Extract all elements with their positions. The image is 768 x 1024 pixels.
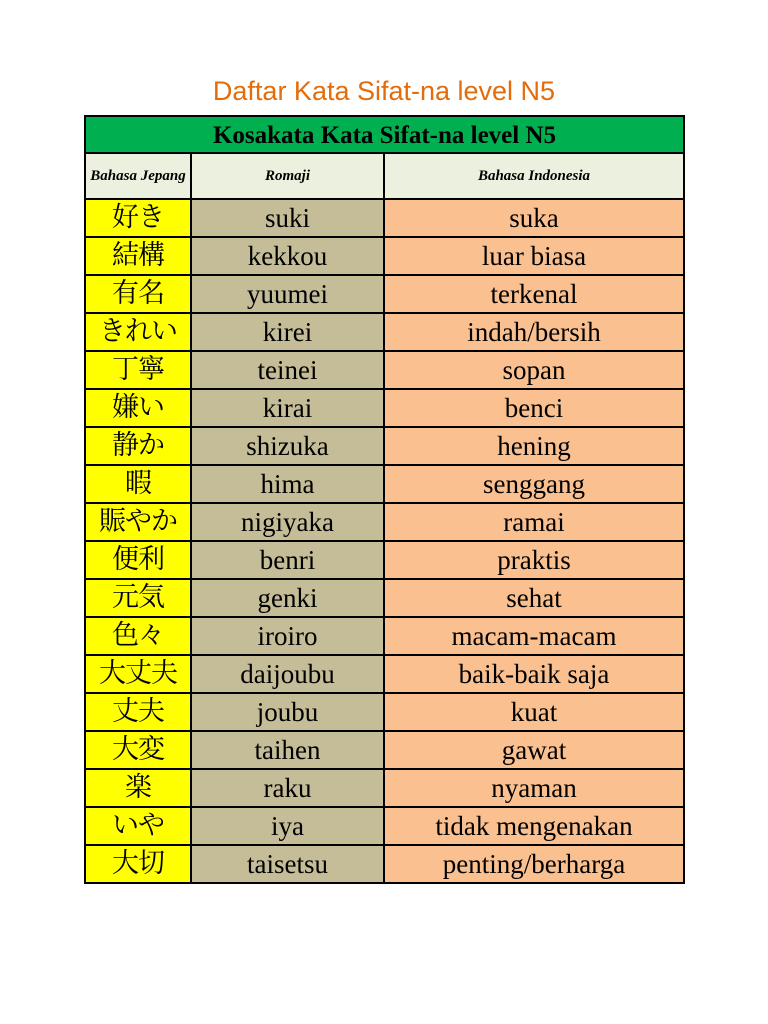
romaji-word: hima (191, 465, 384, 503)
japanese-word: 色々 (86, 617, 191, 655)
table-row (86, 237, 683, 275)
table-row (86, 503, 683, 541)
japanese-word: 有名 (86, 275, 191, 313)
table-row (86, 351, 683, 389)
vocabulary-grid (86, 154, 683, 882)
indonesian-meaning: sopan (384, 351, 683, 389)
indonesian-meaning: praktis (384, 541, 683, 579)
table-row (86, 693, 683, 731)
table-row (86, 275, 683, 313)
indonesian-meaning: senggang (384, 465, 683, 503)
japanese-word: きれい (86, 313, 191, 351)
indonesian-meaning: penting/berharga (384, 845, 683, 882)
indonesian-meaning: nyaman (384, 769, 683, 807)
indonesian-meaning: baik-baik saja (384, 655, 683, 693)
japanese-word: 便利 (86, 541, 191, 579)
japanese-word: 好き (86, 199, 191, 237)
vocabulary-table (84, 115, 685, 884)
indonesian-meaning: sehat (384, 579, 683, 617)
japanese-word: 楽 (86, 769, 191, 807)
table-row (86, 541, 683, 579)
indonesian-meaning: benci (384, 389, 683, 427)
romaji-word: taihen (191, 731, 384, 769)
table-row (86, 427, 683, 465)
romaji-word: teinei (191, 351, 384, 389)
romaji-word: shizuka (191, 427, 384, 465)
indonesian-meaning: ramai (384, 503, 683, 541)
table-row (86, 465, 683, 503)
japanese-word: 元気 (86, 579, 191, 617)
japanese-word: 大切 (86, 845, 191, 882)
romaji-word: iroiro (191, 617, 384, 655)
romaji-word: benri (191, 541, 384, 579)
header-romaji: Romaji (191, 154, 384, 199)
japanese-word: 暇 (86, 465, 191, 503)
table-row (86, 579, 683, 617)
romaji-word: daijoubu (191, 655, 384, 693)
japanese-word: 大変 (86, 731, 191, 769)
romaji-word: nigiyaka (191, 503, 384, 541)
japanese-word: 結構 (86, 237, 191, 275)
indonesian-meaning: kuat (384, 693, 683, 731)
table-row (86, 769, 683, 807)
indonesian-meaning: gawat (384, 731, 683, 769)
header-japanese: Bahasa Jepang (86, 154, 191, 199)
indonesian-meaning: luar biasa (384, 237, 683, 275)
header-row (86, 154, 683, 199)
japanese-word: 丈夫 (86, 693, 191, 731)
indonesian-meaning: suka (384, 199, 683, 237)
page-title: Daftar Kata Sifat-na level N5 (212, 76, 556, 106)
romaji-word: genki (191, 579, 384, 617)
japanese-word: 賑やか (86, 503, 191, 541)
table-row (86, 731, 683, 769)
japanese-word: いや (86, 807, 191, 845)
romaji-word: taisetsu (191, 845, 384, 882)
japanese-word: 嫌い (86, 389, 191, 427)
romaji-word: suki (191, 199, 384, 237)
japanese-word: 丁寧 (86, 351, 191, 389)
indonesian-meaning: indah/bersih (384, 313, 683, 351)
table-row (86, 845, 683, 882)
table-banner: Kosakata Kata Sifat-na level N5 (86, 117, 683, 154)
table-row (86, 389, 683, 427)
romaji-word: iya (191, 807, 384, 845)
japanese-word: 静か (86, 427, 191, 465)
table-row (86, 655, 683, 693)
japanese-word: 大丈夫 (86, 655, 191, 693)
indonesian-meaning: terkenal (384, 275, 683, 313)
table-row (86, 617, 683, 655)
romaji-word: kirai (191, 389, 384, 427)
romaji-word: yuumei (191, 275, 384, 313)
table-row (86, 807, 683, 845)
header-indonesian: Bahasa Indonesia (384, 154, 683, 199)
table-row (86, 313, 683, 351)
romaji-word: joubu (191, 693, 384, 731)
romaji-word: kekkou (191, 237, 384, 275)
table-row (86, 199, 683, 237)
romaji-word: raku (191, 769, 384, 807)
indonesian-meaning: macam-macam (384, 617, 683, 655)
indonesian-meaning: hening (384, 427, 683, 465)
romaji-word: kirei (191, 313, 384, 351)
indonesian-meaning: tidak mengenakan (384, 807, 683, 845)
